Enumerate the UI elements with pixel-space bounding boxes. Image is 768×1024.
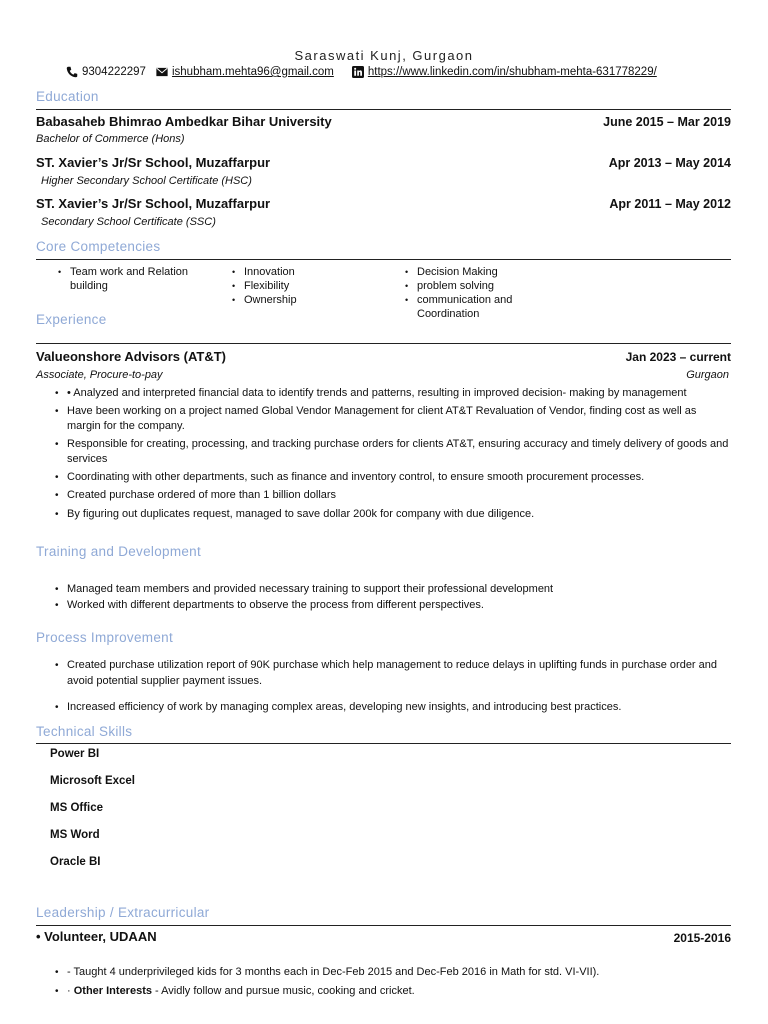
- experience-location: Gurgaon: [686, 369, 729, 381]
- competency-item: • Flexibility: [232, 279, 382, 293]
- leadership-bullets: [55, 965, 735, 999]
- section-title-competencies: Core Competencies: [36, 239, 161, 254]
- competency-item: • Decision Making: [405, 265, 540, 279]
- email-link[interactable]: ishubham.mehta96@gmail.com: [171, 66, 334, 78]
- section-divider: [36, 343, 731, 344]
- section-divider: [36, 109, 731, 110]
- experience-company: Valueonshore Advisors (AT&T): [36, 349, 226, 364]
- process-bullets: [55, 658, 735, 716]
- education-date: Apr 2013 – May 2014: [608, 156, 731, 170]
- education-school: Babasaheb Bhimrao Ambedkar Bihar University: [36, 114, 332, 129]
- skill-item: Power BI: [50, 748, 100, 760]
- education-school: ST. Xavier’s Jr/Sr School, Muzaffarpur: [36, 196, 271, 211]
- section-divider: [36, 925, 731, 926]
- linkedin-icon: [352, 66, 364, 78]
- list-item: • Created purchase utilization report of 90K purchase which help management to reduce delays in uplifting funds in purchase order and avoid potential supplier payment issues.: [55, 658, 735, 689]
- skill-item: Microsoft Excel: [50, 775, 135, 787]
- section-title-experience: Experience: [36, 312, 107, 327]
- competency-item: • Team work and Relation building: [58, 265, 208, 293]
- leadership-date: 2015-2016: [673, 931, 731, 945]
- experience-date: Jan 2023 – current: [625, 350, 731, 364]
- list-item: • Responsible for creating, processing, and tracking purchase orders for clients AT&T, ensuring accuracy and timely delivery of goods and services: [55, 437, 730, 468]
- interests-text: - Avidly follow and pursue music, cooking and cricket.: [151, 984, 415, 997]
- interests-label: Other Interests: [73, 984, 152, 997]
- list-item: • Created purchase ordered of more than 1 billion dollars: [55, 488, 730, 504]
- education-date: June 2015 – Mar 2019: [603, 115, 731, 129]
- education-degree: Bachelor of Commerce (Hons): [36, 133, 185, 145]
- list-item: • - Taught 4 underprivileged kids for 3 months each in Dec-Feb 2015 and Dec-Feb 2016 in Math for std. VI-VII).: [55, 965, 735, 981]
- linkedin-link[interactable]: https://www.linkedin.com/in/shubham-mehta-631778229/: [367, 66, 657, 78]
- section-title-leadership: Leadership / Extracurricular: [36, 905, 210, 920]
- skill-item: Oracle BI: [50, 856, 101, 868]
- competency-column: [232, 265, 382, 307]
- competency-column: [58, 265, 208, 293]
- section-title-education: Education: [36, 89, 99, 104]
- experience-bullets: [55, 386, 730, 522]
- training-bullets: [55, 582, 735, 613]
- list-item: • Increased efficiency of work by managing complex areas, developing new insights, and introducing best practices.: [55, 700, 735, 716]
- competency-item: • Ownership: [232, 293, 382, 307]
- competency-item: • problem solving: [405, 279, 540, 293]
- competency-item: • communication and Coordination: [405, 293, 540, 321]
- section-divider: [36, 259, 731, 260]
- education-school: ST. Xavier’s Jr/Sr School, Muzaffarpur: [36, 155, 271, 170]
- address: Saraswati Kunj, Gurgaon: [294, 48, 474, 63]
- section-title-process: Process Improvement: [36, 630, 173, 645]
- list-item: • Have been working on a project named Global Vendor Management for client AT&T Revaluation of Vendor, finding cost as well as margin for the company.: [55, 404, 730, 435]
- email-icon: [156, 66, 168, 78]
- skill-item: MS Office: [50, 802, 104, 814]
- list-item: • Worked with different departments to observe the process from different perspectives.: [55, 598, 735, 614]
- phone-icon: [66, 66, 78, 78]
- contact-line: [66, 66, 657, 78]
- list-item: • By figuring out duplicates request, managed to save dollar 200k for company with due diligence.: [55, 507, 730, 523]
- section-divider: [36, 743, 731, 744]
- interests-prefix: ·: [67, 984, 74, 997]
- list-item: • Managed team members and provided necessary training to support their professional development: [55, 582, 735, 598]
- skill-item: MS Word: [50, 829, 100, 841]
- education-date: Apr 2011 – May 2012: [609, 197, 731, 211]
- list-item: [55, 984, 735, 1000]
- phone-number: 9304222297: [82, 66, 146, 78]
- education-degree: Secondary School Certificate (SSC): [41, 216, 216, 228]
- section-title-skills: Technical Skills: [36, 724, 133, 739]
- education-degree: Higher Secondary School Certificate (HSC): [41, 175, 252, 187]
- competency-column: [405, 265, 540, 321]
- experience-role: Associate, Procure-to-pay: [36, 369, 163, 381]
- list-item: • Coordinating with other departments, such as finance and inventory control, to ensure smooth procurement processes.: [55, 470, 730, 486]
- leadership-role: • Volunteer, UDAAN: [36, 929, 157, 944]
- section-title-training: Training and Development: [36, 544, 202, 559]
- list-item: • • Analyzed and interpreted financial data to identify trends and patterns, resulting in improved decision- making by management: [55, 386, 730, 402]
- competency-item: • Innovation: [232, 265, 382, 279]
